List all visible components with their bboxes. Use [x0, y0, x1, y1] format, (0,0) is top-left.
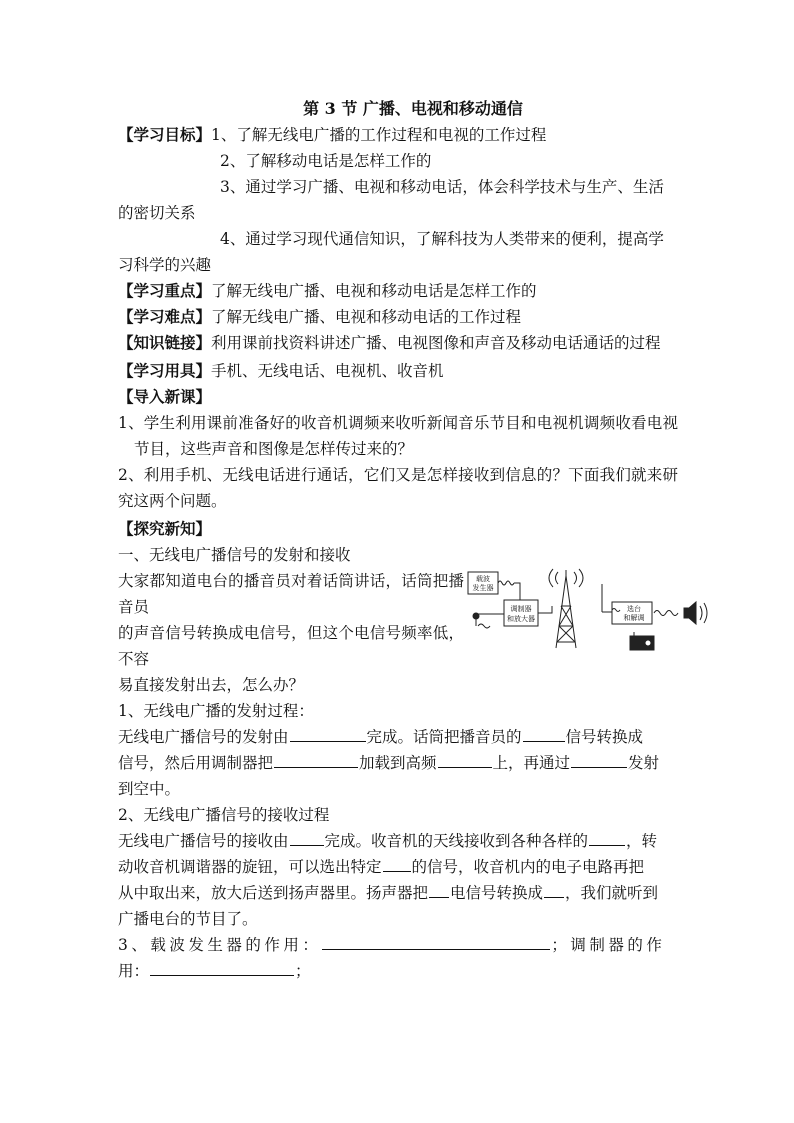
blank-receive-1[interactable] — [290, 830, 324, 846]
objectives-label: 【学习目标】 — [118, 125, 212, 144]
receive-line-1: 无线电广播信号的接收由 完成。收音机的天线接收到各种各样的 ，转 — [118, 832, 658, 850]
transmit-line-2: 信号，然后用调制器把 加载到高频 上，再通过 发射 — [118, 754, 660, 772]
tuner-label-1: 选台 — [627, 605, 641, 613]
explore-para-c: 易直接发射出去，怎么办？ — [118, 676, 305, 694]
difficulty-line — [118, 304, 678, 330]
objective-1: 1、了解无线电广播的工作过程和电视的工作过程 — [211, 126, 547, 144]
section1-heading: 一、无线电广播信号的发射和接收 — [118, 546, 351, 564]
output-wave-icon — [654, 611, 678, 616]
focus-text: 了解无线电广播、电视和移动电话是怎样工作的 — [211, 282, 537, 300]
objective-3a: 3、通过学习广播、电视和移动电话，体会科学技术与生产、生活 — [220, 178, 664, 196]
tools-line — [118, 358, 678, 384]
roles-line-2: 用： ； — [118, 962, 311, 980]
explore-para-a: 大家都知道电台的播音员对着话筒讲话，话筒把播音员 — [118, 572, 464, 616]
blank-roles-1[interactable] — [322, 934, 550, 950]
link-label: 【知识链接】 — [118, 333, 212, 352]
blank-transmit-3[interactable] — [274, 752, 358, 768]
tuner-label-2: 和解调 — [623, 614, 645, 622]
link-para — [118, 330, 678, 356]
page-title: 第 3 节 广播、电视和移动通信 — [303, 99, 523, 118]
explore-label: 【探究新知】 — [118, 519, 212, 538]
blank-transmit-2[interactable] — [523, 726, 565, 742]
speaker-icon — [684, 608, 689, 618]
intro-q2: 2、利用手机、无线电话进行通话，它们又是怎样接收到信息的？下面我们就来研究这两个问题。 — [118, 466, 678, 510]
roles-line-1: 3、载波发生器的作用： ；调制器的作 — [118, 936, 666, 954]
receive-line-4: 广播电台的节目了。 — [118, 910, 258, 928]
explore-para-b: 的声音信号转换成电信号，但这个电信号频率低，不容 — [118, 624, 464, 668]
microphone-icon — [473, 613, 479, 619]
document-page — [118, 96, 678, 984]
focus-line — [118, 278, 678, 304]
blank-receive-2[interactable] — [589, 830, 625, 846]
modulator-label-1: 调制器 — [510, 605, 532, 613]
blank-transmit-4[interactable] — [438, 752, 492, 768]
transmit-line-3: 到空中。 — [118, 780, 181, 798]
receive-heading: 2、无线电广播信号的接收过程 — [118, 806, 330, 824]
antenna-tower-icon — [556, 570, 576, 648]
carrier-wave-icon — [498, 581, 514, 585]
blank-roles-2[interactable] — [150, 960, 294, 976]
transmit-heading: 1、无线电广播的发射过程： — [118, 702, 314, 720]
tools-text: 手机、无线电话、电视机、收音机 — [211, 362, 444, 380]
blank-receive-3[interactable] — [383, 856, 411, 872]
objectives-line-1 — [118, 122, 678, 148]
modulator-label-2: 和放大器 — [507, 615, 535, 623]
tools-label: 【学习用具】 — [118, 361, 212, 380]
blank-receive-5[interactable] — [544, 882, 564, 898]
broadcast-diagram-svg — [462, 566, 712, 658]
explore-label-line — [118, 516, 678, 542]
intro-q1: 1、学生利用课前准备好的收音机调频来收听新闻音乐节目和电视机调频收看电视节目，这些声音和图像是怎样传过来的？ — [118, 414, 678, 458]
receive-line-3: 从中取出来，放大后送到扬声器里。扬声器把 电信号转换成 ，我们就听到 — [118, 884, 659, 902]
receive-line-2: 动收音机调谐器的旋钮，可以选出特定 的信号，收音机内的电子电路再把 — [118, 858, 645, 876]
objective-3b: 的密切关系 — [118, 204, 196, 222]
intro-label: 【导入新课】 — [118, 387, 212, 406]
blank-transmit-1[interactable] — [290, 726, 366, 742]
blank-receive-4[interactable] — [429, 882, 449, 898]
intro-label-line — [118, 384, 678, 410]
carrier-to-modulator-line — [514, 583, 520, 600]
signal-arc-icon — [556, 572, 559, 584]
focus-label: 【学习重点】 — [118, 281, 212, 300]
objective-4b: 习科学的兴趣 — [118, 256, 212, 274]
carrier-label-2: 发生器 — [472, 584, 494, 592]
carrier-label-1: 载波 — [476, 575, 490, 583]
objective-4a: 4、通过学习现代通信知识，了解科技为人类带来的便利，提高学 — [220, 230, 664, 248]
difficulty-text: 了解无线电广播、电视和移动电话的工作过程 — [211, 308, 522, 326]
audio-wave-icon — [478, 624, 490, 628]
difficulty-label: 【学习难点】 — [118, 307, 212, 326]
objective-2: 2、了解移动电话是怎样工作的 — [220, 152, 432, 170]
transmit-line-1: 无线电广播信号的发射由 完成。话筒把播音员的 信号转换成 — [118, 728, 644, 746]
link-text: 利用课前找资料讲述广播、电视图像和声音及移动电话通话的过程 — [211, 334, 661, 352]
blank-transmit-5[interactable] — [571, 752, 627, 768]
broadcast-diagram — [462, 566, 712, 658]
